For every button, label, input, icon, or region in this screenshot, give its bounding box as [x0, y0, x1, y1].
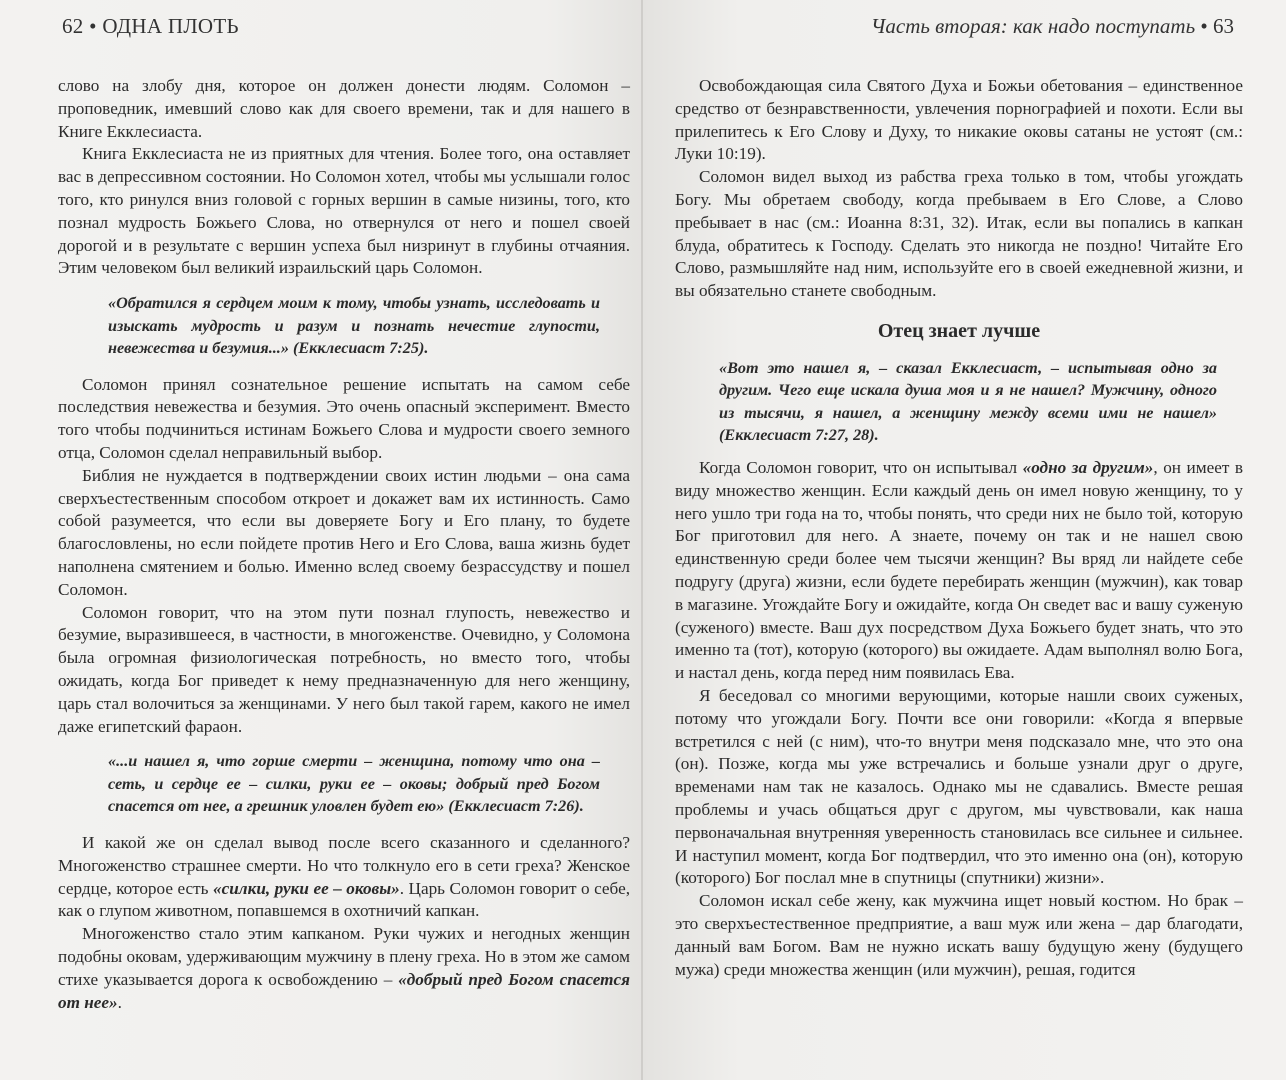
left-running-head: [62, 14, 239, 39]
left-page-body: [58, 75, 630, 1014]
inline-quote: «силки, руки ее – оковы»: [213, 878, 400, 898]
left-page-number: 62: [62, 14, 84, 38]
right-page: [643, 0, 1286, 1080]
section-heading: Отец знает лучше: [877, 319, 1041, 342]
scripture-quote: «Вот это нашел я, – сказал Екклесиаст, – испытывая одно за другим. Чего еще искала душа моя и я не нашел? Мужчину, одного из тысячи, я нашел, а женщину между всеми ими не нашел» (Екклесиаст 7:27, 28).: [719, 358, 1217, 445]
inline-quote: «одно за другим»: [1022, 457, 1154, 477]
paragraph: Я беседовал со многими верующими, которые нашли своих суженых, потому что угождали Богу. Почти все они говорили: «Когда я впервые встретился с ней (с ним), что-то внутри меня подсказало мне, что это она (он). Позже, когда мы уже встречались и больше узнали друг о друге, временами нам так не казалось. Однако мы не сдавались. Вместе решая проблемы и учась общаться друг с другом, мы чувствовали, как наша первоначальная внутренняя уверенность становилась все сильнее и сильнее. И наступил момент, когда Бог подтвердил, что это именно она (он), которую (которого) Бог послал мне в спутницы (спутники) жизни».: [675, 685, 1243, 888]
paragraph: Библия не нуждается в подтверждении своих истин людьми – она сама сверхъестественным способом откроет и докажет вам их истинность. Само собой разумеется, что если вы доверяете Богу и Его плану, то будете благословлены, но если пойдете против Него и Его Слова, ваша жизнь будет наполнена смятением и болью. Именно вслед своему безрассудству и пошел Соломон.: [58, 465, 630, 599]
paragraph: Соломон видел выход из рабства греха только в том, чтобы угождать Богу. Мы обретаем свободу, когда пребываем в Его Слове, а Слово пребывает в нас (см.: Иоанна 8:31, 32). Итак, если вы попались в капкан блуда, обратитесь к Господу. Сделать это никогда не поздно! Читайте Его Слово, размышляйте над ним, используйте его в своей ежедневной жизни, и вы обязательно станете свободным.: [675, 167, 1243, 301]
paragraph-text: Многоженство стало этим капканом. Руки чужих и негодных женщин подобны оковам, удерживающим мужчину в плену греха. Но в этом же самом стихе указывается дорога к освобождению –: [58, 924, 630, 989]
inline-quote: «добрый пред Богом спасется от нее»: [58, 969, 631, 1012]
paragraph-text: И какой же он сделал вывод после всего сказанного и сделанного? Многоженство страшнее смерти. Но что толкнуло его в сети греха? Женское сердце, которое есть: [58, 832, 630, 898]
right-running-head: [871, 14, 1234, 39]
paragraph-text: Когда Соломон говорит, что он испытывал: [699, 457, 1023, 477]
paragraph-text: . Царь Соломон говорит о себе, как о глупом животном, попавшемся в охотничий капкан.: [58, 878, 630, 921]
left-header-title: ОДНА ПЛОТЬ: [102, 14, 239, 38]
paragraph: Освобождающая сила Святого Духа и Божьи обетования – единственное средство от безнравственности, увлечения порнографией и похоти. Если вы прилепитесь к Его Слову и Духу, то никакие оковы сатаны не устоят (см.: Луки 10:19).: [675, 76, 1243, 164]
scripture-quote: «...и нашел я, что горше смерти – женщина, потому что она – сеть, и сердце ее – силки, руки ее – оковы; добрый пред Богом спасется от нее, а грешник уловлен будет ею» (Екклесиаст 7:26).: [108, 752, 600, 816]
paragraph: [675, 457, 1243, 685]
left-header-bullet: •: [89, 14, 97, 38]
paragraph: [58, 832, 630, 923]
paragraph: слово на злобу дня, которое он должен донести людям. Соломон – проповедник, имевший слово как для своего времени, так и для нашего в Книге Екклесиаста.: [58, 76, 630, 141]
scripture-quote: «Обратился я сердцем моим к тому, чтобы узнать, исследовать и изыскать мудрость и разум и познать нечестие глупости, невежества и безумия...» (Екклесиаст 7:25).: [108, 294, 600, 358]
paragraph: Соломон говорит, что на этом пути познал глупость, невежество и безумие, выразившееся, в частности, в многоженстве. Очевидно, у Соломона была огромная физиологическая потребность, но вместо того, чтобы ожидать, когда Бог приведет к нему предназначенную для него женщину, царь стал волочиться за женщинами. У него был такой гарем, какого не имел даже египетский фараон.: [58, 602, 630, 736]
right-header-bullet: •: [1200, 14, 1208, 38]
paragraph-text: , он имеет в виду множество женщин. Если каждый день он имел новую женщину, то у него ушло три года на то, чтобы понять, что среди них не было той, которую Бог приготовил для него. А знаете, почему он так и не нашел свою единственную среди более чем тысячи женщин? Вы вряд ли найдете себе подругу (друга) жизни, если будете перебирать женщин (мужчин), как товар в магазине. Угождайте Богу и ожидайте, когда Он сведет вас и вашу суженую (суженого) вместе. Ваш дух посредством Духа Божьего будет знать, что это именно та (тот), которую (которого) вы ожидаете. Адам выполнял волю Бога, и настал день, когда перед ним появилась Ева.: [675, 457, 1244, 683]
right-header-title: Часть вторая: как надо поступать: [870, 14, 1196, 38]
paragraph: Соломон искал себе жену, как мужчина ищет новый костюм. Но брак – это сверхъестественное предприятие, а ваш муж или жена – дар благодати, данный вам Богом. Вам не нужно искать вашу будущую жену (будущего мужа) среди множества женщин (или мужчин), решая, годится: [675, 891, 1243, 979]
right-page-number: 63: [1213, 14, 1234, 38]
right-page-body: [675, 75, 1243, 981]
paragraph-text: .: [117, 992, 122, 1012]
paragraph: Соломон принял сознательное решение испытать на самом себе последствия невежества и безумия. Это очень опасный эксперимент. Вместо того чтобы подчиниться истинам Божьего Слова и мудрости своего земного отца, Соломон сделал неправильный выбор.: [58, 374, 630, 463]
paragraph: [58, 923, 630, 1014]
paragraph: Книга Екклесиаста не из приятных для чтения. Более того, она оставляет вас в депрессивном состоянии. Но Соломон хотел, чтобы мы услышали голос того, кто ринулся вниз головой с горных вершин в самые низины, того, кто познал мудрость Божьего Слова, но отвернулся от него и пошел своей дорогой и в результате с вершин успеха был низринут в глубины отчаяния. Этим человеком был великий израильский царь Соломон.: [58, 144, 630, 278]
